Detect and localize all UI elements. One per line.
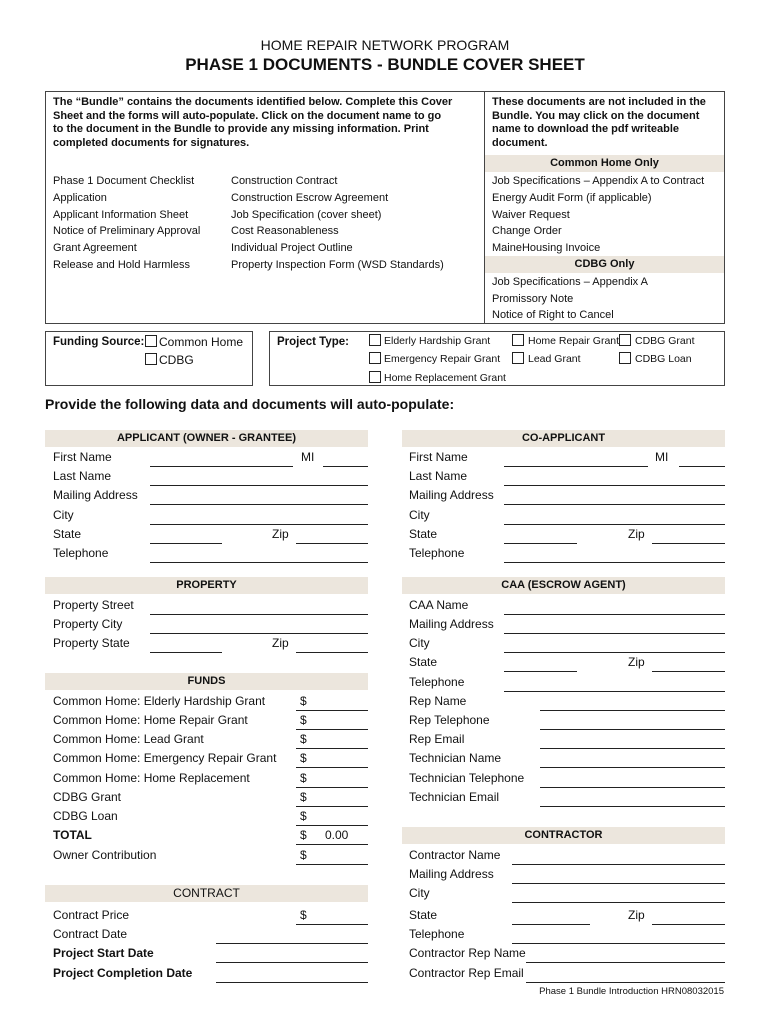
applicant-city-field[interactable]	[150, 524, 368, 525]
contract-price-label: Contract Price	[53, 908, 130, 922]
bundle-doc-link[interactable]: Cost Reasonableness	[231, 225, 339, 237]
contract-date-field[interactable]	[216, 943, 368, 944]
property-header: PROPERTY	[45, 577, 368, 594]
contractor-rep-name-label: Contractor Rep Name	[409, 946, 526, 960]
applicant-first-name-label: First Name	[53, 450, 112, 464]
caa-name-label: CAA Name	[409, 598, 469, 612]
project-completion-date-field[interactable]	[216, 982, 368, 983]
applicant-state-label: State	[53, 527, 82, 541]
elderly-hardship-checkbox[interactable]	[369, 334, 381, 346]
applicant-city-label: City	[53, 508, 74, 522]
co-applicant-mi-field[interactable]	[679, 466, 725, 467]
applicant-zip-field[interactable]	[296, 543, 368, 544]
funds-item-label: Common Home: Home Replacement	[53, 771, 250, 785]
bundle-doc-link[interactable]: Construction Escrow Agreement	[231, 192, 389, 204]
project-type-label: Project Type:	[277, 336, 349, 348]
caa-rep-name-field[interactable]	[540, 710, 725, 711]
funding-source-label: Funding Source:	[53, 336, 145, 348]
co-applicant-mailing-address-field[interactable]	[504, 504, 725, 505]
contract-price-field[interactable]	[296, 924, 368, 925]
external-doc-link[interactable]: Job Specifications – Appendix A to Contract	[492, 175, 705, 187]
applicant-mailing-address-label: Mailing Address	[53, 488, 138, 502]
property-street-field[interactable]	[150, 614, 368, 615]
currency-symbol: $	[300, 848, 307, 862]
external-doc-link[interactable]: Energy Audit Form (if applicable)	[492, 192, 652, 204]
caa-rep-name-label: Rep Name	[409, 694, 467, 708]
contractor-rep-email-label: Contractor Rep Email	[409, 966, 524, 980]
applicant-header: APPLICANT (OWNER - GRANTEE)	[45, 430, 368, 447]
contractor-name-label: Contractor Name	[409, 848, 501, 862]
bundle-doc-link[interactable]: Job Specification (cover sheet)	[231, 209, 382, 221]
property-zip-label: Zip	[272, 636, 289, 650]
property-city-field[interactable]	[150, 633, 368, 634]
bundle-doc-link[interactable]: Phase 1 Document Checklist	[53, 175, 195, 187]
contractor-state-label: State	[409, 908, 438, 922]
co-applicant-zip-label: Zip	[628, 527, 645, 541]
contractor-rep-name-field[interactable]	[526, 962, 725, 963]
currency-symbol: $	[300, 790, 307, 804]
caa-zip-label: Zip	[628, 655, 645, 669]
funds-item-label: Common Home: Elderly Hardship Grant	[53, 694, 266, 708]
caa-tech-email-label: Technician Email	[409, 790, 500, 804]
applicant-first-name-field[interactable]	[150, 466, 293, 467]
currency-symbol: $	[300, 713, 307, 727]
caa-city-field[interactable]	[504, 652, 725, 653]
emergency-repair-checkbox[interactable]	[369, 352, 381, 364]
applicant-mi-label: MI	[301, 450, 315, 464]
project-start-date-field[interactable]	[216, 962, 368, 963]
cdbg-grant-label: CDBG Grant	[635, 335, 695, 347]
property-city-label: Property City	[53, 617, 123, 631]
contractor-mailing-address-label: Mailing Address	[409, 867, 494, 881]
co-applicant-zip-field[interactable]	[652, 543, 725, 544]
bundle-doc-link[interactable]: Individual Project Outline	[231, 242, 353, 254]
funding-common-home-checkbox[interactable]	[145, 335, 157, 347]
applicant-zip-label: Zip	[272, 527, 289, 541]
funds-total-label: TOTAL	[53, 828, 92, 842]
funds-amount-field[interactable]	[296, 748, 368, 749]
cdbg-only-header: CDBG Only	[485, 256, 724, 273]
bundle-intro: The “Bundle” contains the documents identified below. Complete this Cover Sheet and the forms will auto-populate. Click on the document name to go to the document in the Bundle to provide any missing information. Print completed documents for signatures.	[53, 96, 453, 149]
funds-amount-field[interactable]	[296, 729, 368, 730]
caa-mailing-address-label: Mailing Address	[409, 617, 494, 631]
contractor-zip-field[interactable]	[652, 924, 725, 925]
currency-symbol: $	[300, 908, 307, 922]
caa-zip-field[interactable]	[652, 671, 725, 672]
funds-item-label: CDBG Loan	[53, 809, 118, 823]
property-state-field[interactable]	[150, 652, 222, 653]
contractor-city-label: City	[409, 886, 430, 900]
currency-symbol: $	[300, 751, 307, 765]
funds-item-label: Common Home: Home Repair Grant	[53, 713, 248, 727]
co-applicant-header: CO-APPLICANT	[402, 430, 725, 447]
applicant-last-name-label: Last Name	[53, 469, 112, 483]
funds-item-label: Common Home: Emergency Repair Grant	[53, 751, 277, 765]
funds-item-label: Common Home: Lead Grant	[53, 732, 204, 746]
contractor-name-field[interactable]	[512, 864, 725, 865]
footer-code: Phase 1 Bundle Introduction HRN08032015	[539, 986, 724, 997]
lead-grant-checkbox[interactable]	[512, 352, 524, 364]
funding-cdbg-checkbox[interactable]	[145, 353, 157, 365]
program-name: HOME REPAIR NETWORK PROGRAM	[260, 37, 510, 53]
co-applicant-mi-label: MI	[655, 450, 669, 464]
property-zip-field[interactable]	[296, 652, 368, 653]
currency-symbol: $	[300, 732, 307, 746]
contractor-city-field[interactable]	[512, 902, 725, 903]
applicant-telephone-label: Telephone	[53, 546, 109, 560]
contractor-zip-label: Zip	[628, 908, 645, 922]
bundle-doc-link[interactable]: Applicant Information Sheet	[53, 209, 189, 221]
caa-telephone-label: Telephone	[409, 675, 465, 689]
funds-total-value: 0.00	[325, 828, 349, 842]
caa-tech-name-label: Technician Name	[409, 751, 502, 765]
owner-contribution-label: Owner Contribution	[53, 848, 157, 862]
funds-item-label: CDBG Grant	[53, 790, 122, 804]
caa-tech-telephone-label: Technician Telephone	[409, 771, 525, 785]
external-doc-link[interactable]: Waiver Request	[492, 209, 570, 221]
contractor-state-field[interactable]	[512, 924, 590, 925]
contractor-telephone-field[interactable]	[512, 943, 725, 944]
home-replacement-label: Home Replacement Grant	[384, 372, 506, 384]
currency-symbol: $	[300, 809, 307, 823]
caa-tech-telephone-field[interactable]	[540, 787, 725, 788]
currency-symbol: $	[300, 694, 307, 708]
bundle-doc-link[interactable]: Application	[53, 192, 107, 204]
co-applicant-mailing-address-label: Mailing Address	[409, 488, 494, 502]
caa-rep-telephone-field[interactable]	[540, 729, 725, 730]
caa-name-field[interactable]	[504, 614, 725, 615]
co-applicant-telephone-field[interactable]	[504, 562, 725, 563]
currency-symbol: $	[300, 771, 307, 785]
co-applicant-last-name-field[interactable]	[504, 485, 725, 486]
contractor-telephone-label: Telephone	[409, 927, 465, 941]
co-applicant-state-label: State	[409, 527, 438, 541]
external-doc-link[interactable]: Promissory Note	[492, 293, 574, 305]
page-title: PHASE 1 DOCUMENTS - BUNDLE COVER SHEET	[185, 55, 585, 74]
co-applicant-city-field[interactable]	[504, 524, 725, 525]
contractor-mailing-address-field[interactable]	[512, 883, 725, 884]
contract-date-label: Contract Date	[53, 927, 128, 941]
caa-city-label: City	[409, 636, 430, 650]
owner-contribution-field[interactable]	[296, 864, 368, 865]
co-applicant-telephone-label: Telephone	[409, 546, 465, 560]
caa-state-label: State	[409, 655, 438, 669]
bundle-divider	[484, 91, 485, 324]
bundle-doc-link[interactable]: Construction Contract	[231, 175, 338, 187]
caa-header: CAA (ESCROW AGENT)	[402, 577, 725, 594]
cdbg-loan-label: CDBG Loan	[635, 353, 692, 365]
contractor-header: CONTRACTOR	[402, 827, 725, 844]
not-included-intro: These documents are not included in the Bundle. You may click on the document name to download the pdf writeable document.	[492, 96, 706, 149]
home-replacement-checkbox[interactable]	[369, 371, 381, 383]
caa-mailing-address-field[interactable]	[504, 633, 725, 634]
currency-symbol: $	[300, 828, 307, 842]
external-doc-link[interactable]: Notice of Right to Cancel	[492, 309, 614, 321]
project-start-date-label: Project Start Date	[53, 946, 154, 960]
funds-amount-field[interactable]	[296, 787, 368, 788]
property-street-label: Property Street	[53, 598, 134, 612]
caa-tech-name-field[interactable]	[540, 767, 725, 768]
co-applicant-first-name-field[interactable]	[504, 466, 648, 467]
caa-rep-email-field[interactable]	[540, 748, 725, 749]
external-doc-link[interactable]: Job Specifications – Appendix A	[492, 276, 648, 288]
co-applicant-first-name-label: First Name	[409, 450, 468, 464]
bundle-doc-link[interactable]: Notice of Preliminary Approval	[53, 225, 201, 237]
common-home-only-header: Common Home Only	[485, 155, 724, 172]
funds-amount-field[interactable]	[296, 767, 368, 768]
provide-heading: Provide the following data and documents will auto-populate:	[45, 396, 455, 412]
contract-header: CONTRACT	[45, 885, 368, 902]
co-applicant-state-field[interactable]	[504, 543, 577, 544]
elderly-hardship-label: Elderly Hardship Grant	[384, 335, 491, 347]
co-applicant-city-label: City	[409, 508, 430, 522]
cdbg-grant-checkbox[interactable]	[619, 334, 631, 346]
cdbg-loan-checkbox[interactable]	[619, 352, 631, 364]
lead-grant-label: Lead Grant	[528, 353, 581, 365]
funds-header: FUNDS	[45, 673, 368, 690]
contractor-rep-email-field[interactable]	[526, 982, 725, 983]
caa-rep-email-label: Rep Email	[409, 732, 465, 746]
caa-tech-email-field[interactable]	[540, 806, 725, 807]
applicant-mailing-address-field[interactable]	[150, 504, 368, 505]
external-doc-link[interactable]: MaineHousing Invoice	[492, 242, 601, 254]
caa-telephone-field[interactable]	[504, 691, 725, 692]
applicant-state-field[interactable]	[150, 543, 222, 544]
applicant-telephone-field[interactable]	[150, 562, 368, 563]
home-repair-checkbox[interactable]	[512, 334, 524, 346]
funds-amount-field[interactable]	[296, 710, 368, 711]
funds-amount-field[interactable]	[296, 825, 368, 826]
funding-cdbg-label: CDBG	[159, 353, 194, 367]
emergency-repair-label: Emergency Repair Grant	[384, 353, 501, 365]
funds-amount-field[interactable]	[296, 806, 368, 807]
bundle-doc-link[interactable]: Release and Hold Harmless	[53, 259, 190, 271]
home-repair-label: Home Repair Grant	[528, 335, 620, 347]
applicant-last-name-field[interactable]	[150, 485, 368, 486]
external-doc-link[interactable]: Change Order	[492, 225, 562, 237]
project-completion-date-label: Project Completion Date	[53, 966, 193, 980]
bundle-doc-link[interactable]: Property Inspection Form (WSD Standards)	[231, 259, 444, 271]
funds-total-field	[296, 844, 368, 845]
caa-state-field[interactable]	[504, 671, 577, 672]
funding-common-home-label: Common Home	[159, 335, 244, 349]
caa-rep-telephone-label: Rep Telephone	[409, 713, 490, 727]
bundle-doc-link[interactable]: Grant Agreement	[53, 242, 137, 254]
property-state-label: Property State	[53, 636, 130, 650]
co-applicant-last-name-label: Last Name	[409, 469, 468, 483]
applicant-mi-field[interactable]	[323, 466, 368, 467]
